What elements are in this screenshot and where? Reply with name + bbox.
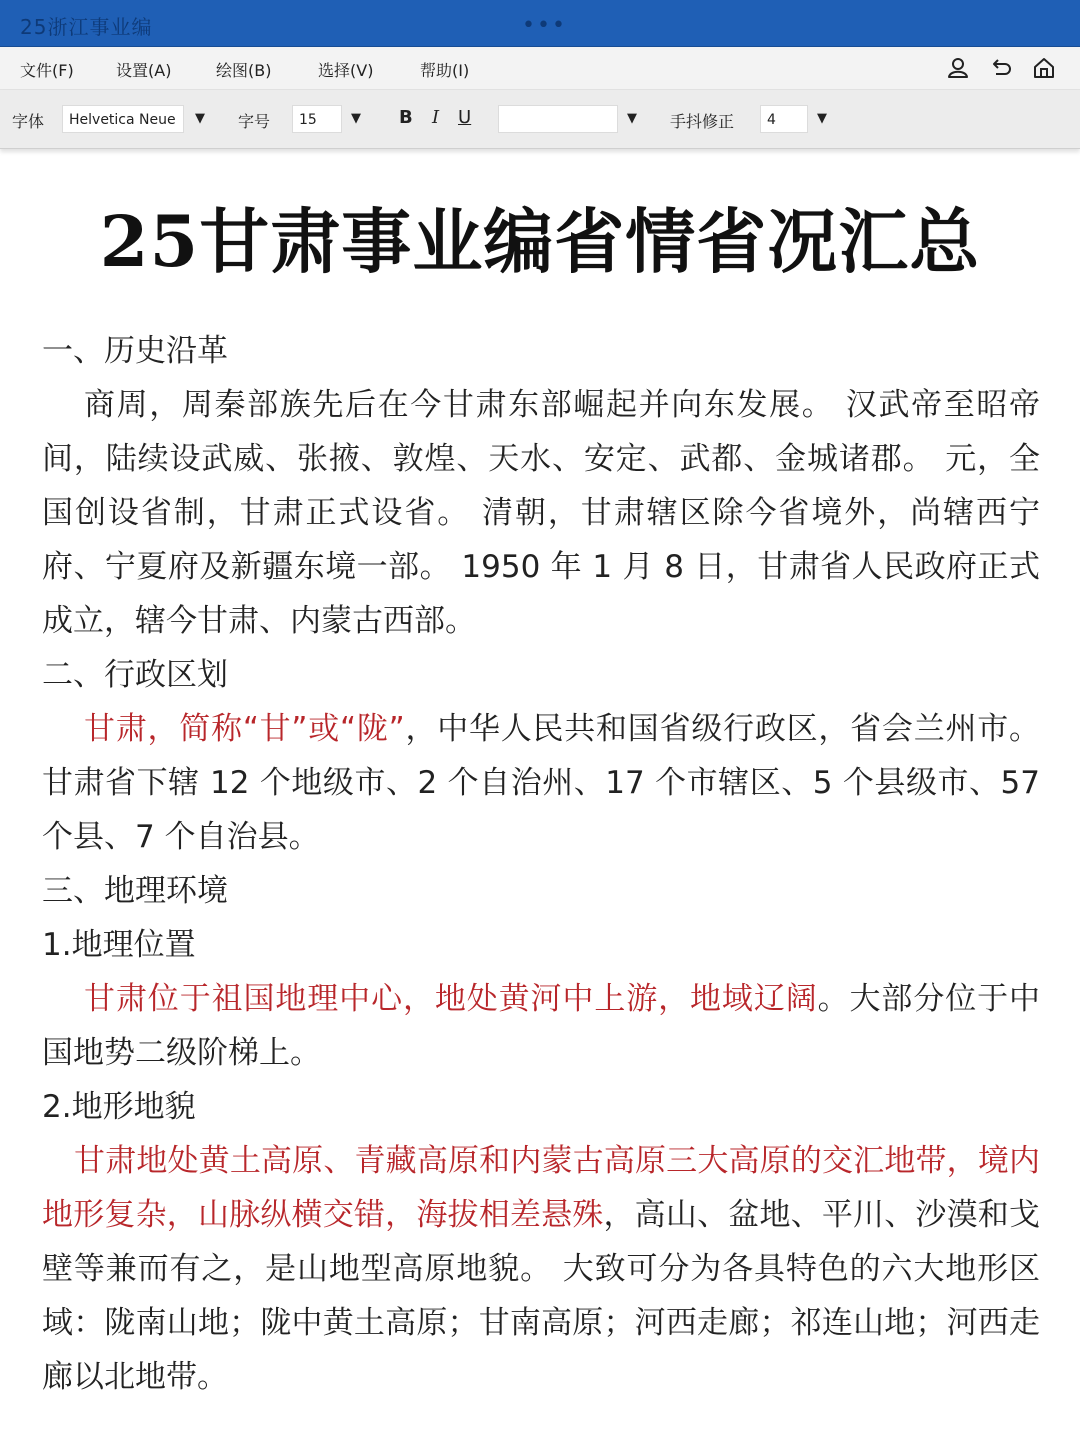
section-heading-history: 一、历史沿革: [42, 333, 228, 369]
admin-paragraph: [42, 702, 1040, 864]
font-label: 字体: [12, 112, 45, 131]
document-title: 25甘肃事业编省情省况汇总: [99, 200, 981, 283]
terrain-text: ，高山、盆地、平川、沙漠和戈壁等兼而有之，是山地型高原地貌。 大致可分为各具特色的六大地形区域：陇南山地；陇中黄土高原；甘南高原；河西走廊；祁连山地；河西走廊以北地带。: [42, 1197, 1040, 1395]
window-title: 25浙江事业编: [20, 15, 153, 39]
size-dropdown-arrow-icon[interactable]: ▼: [351, 111, 361, 126]
italic-button[interactable]: I: [432, 107, 440, 128]
home-icon[interactable]: [1031, 55, 1057, 81]
terrain-paragraph: [42, 1134, 1040, 1404]
font-dropdown-arrow-icon[interactable]: ▼: [195, 111, 205, 126]
color-select[interactable]: [498, 105, 618, 133]
underline-button[interactable]: U: [458, 107, 472, 128]
menu-draw[interactable]: 绘图(B): [216, 61, 272, 80]
menu-select[interactable]: 选择(V): [318, 61, 374, 80]
size-select[interactable]: 15: [292, 105, 342, 133]
shake-correction-label: 手抖修正: [670, 112, 735, 131]
menu-bar: [0, 47, 1080, 90]
shake-correction-select[interactable]: 4: [760, 105, 808, 133]
history-paragraph: 商周，周秦部族先后在今甘肃东部崛起并向东发展。 汉武帝至昭帝间，陆续设武威、张掖、敦煌、天水、安定、武都、金城诸郡。 元，全国创设省制，甘肃正式设省。 清朝，甘肃辖区除今省境外，尚辖西宁府、宁夏府及新疆东境一部。 1950 年 1 月 8 日，甘肃省人民政府正式成立，辖今甘肃、内蒙古西部。: [42, 387, 1040, 639]
admin-text: ，中华人民共和国省级行政区，省会兰州市。 甘肃省下辖 12 个地级市、2 个自治州、17 个市辖区、5 个县级市、57 个县、7 个自治县。: [42, 711, 1040, 855]
subheading-location: 1.地理位置: [42, 927, 196, 963]
window-titlebar: [0, 0, 1080, 47]
admin-highlight: 甘肃，简称“甘”或“陇”: [84, 711, 405, 747]
size-label: 字号: [238, 112, 271, 131]
window-options-icon[interactable]: •••: [522, 13, 567, 38]
location-highlight: 甘肃位于祖国地理中心，地处黄河中上游，地域辽阔: [84, 981, 818, 1017]
shake-dropdown-arrow-icon[interactable]: ▼: [817, 111, 827, 126]
location-paragraph: [42, 972, 1040, 1080]
menu-settings[interactable]: 设置(A): [116, 61, 172, 80]
color-dropdown-arrow-icon[interactable]: ▼: [627, 111, 637, 126]
bold-button[interactable]: B: [399, 107, 413, 128]
undo-icon[interactable]: [988, 55, 1014, 81]
menu-file[interactable]: 文件(F): [20, 61, 74, 80]
font-select[interactable]: Helvetica Neue: [62, 105, 184, 133]
menu-help[interactable]: 帮助(I): [420, 61, 470, 80]
terrain-highlight: 甘肃地处黄土高原、青藏高原和内蒙古高原三大高原的交汇地带，境内地形复杂，山脉纵横交错，海拔相差悬殊: [42, 1143, 1040, 1233]
subheading-terrain: 2.地形地貌: [42, 1089, 196, 1125]
section-heading-geography: 三、地理环境: [42, 873, 228, 909]
user-icon[interactable]: [945, 55, 971, 81]
format-toolbar: [0, 90, 1080, 149]
document-body: [42, 324, 1040, 1404]
location-text: 。大部分位于中国地势二级阶梯上。: [42, 981, 1041, 1071]
section-heading-admin: 二、行政区划: [42, 657, 228, 693]
